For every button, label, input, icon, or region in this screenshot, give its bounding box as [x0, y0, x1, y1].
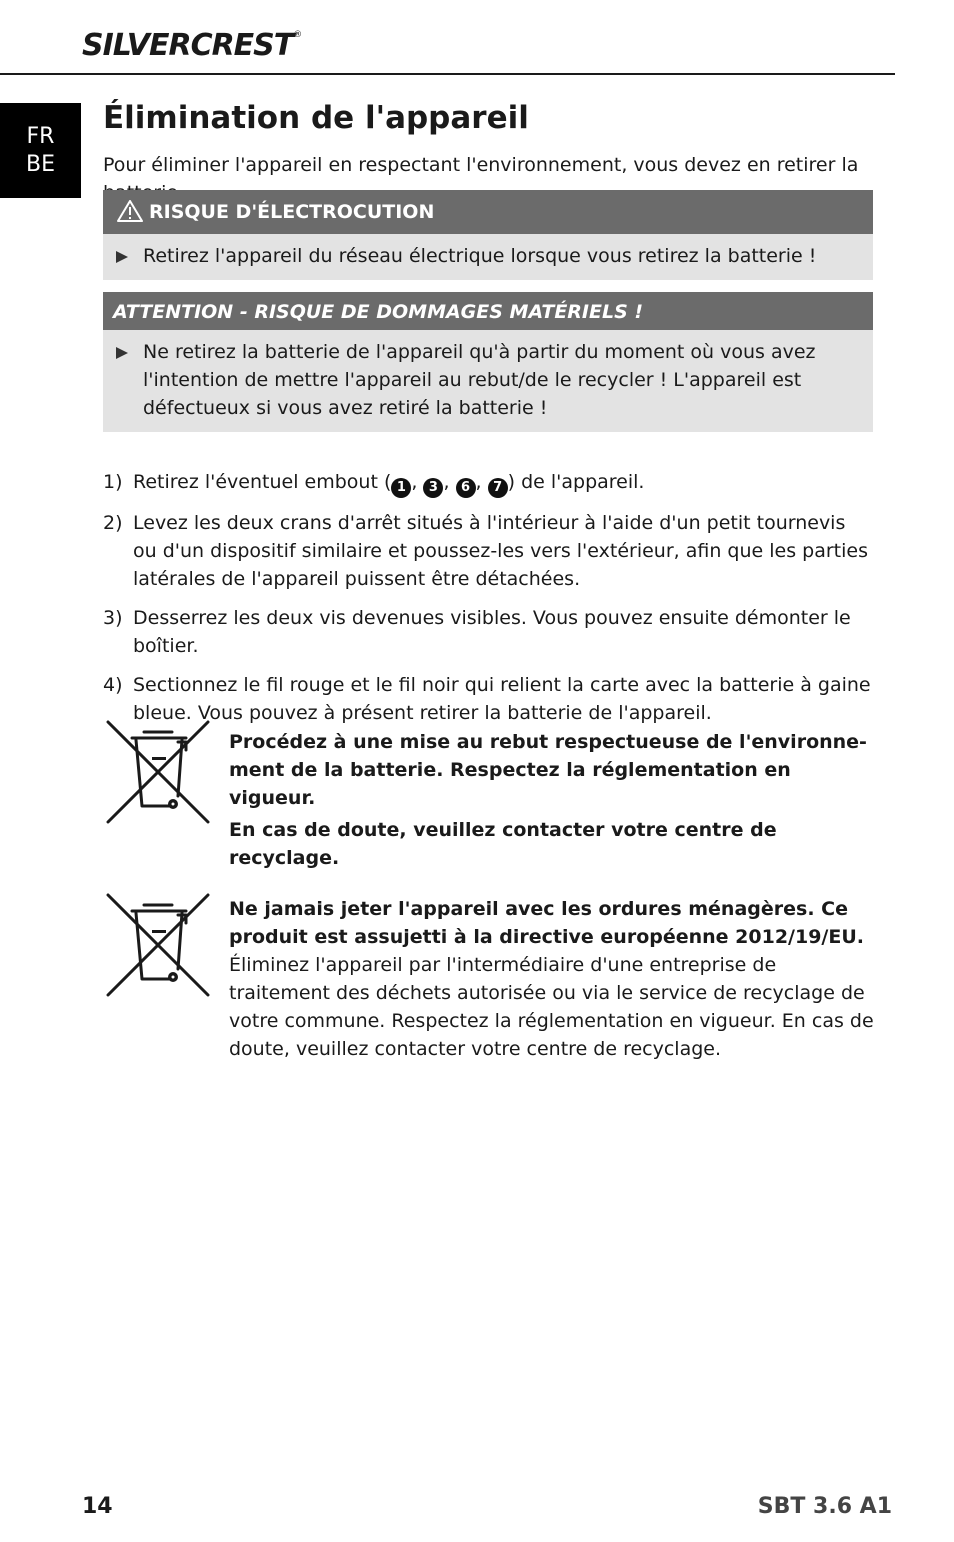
model-number: SBT 3.6 A1: [757, 1494, 892, 1519]
ref-badge: 7: [488, 478, 508, 498]
page-title: Élimination de l'appareil: [103, 100, 529, 136]
lang-fr: FR: [26, 124, 55, 149]
warning-damage-box: [103, 292, 873, 432]
warning-triangle-icon: [117, 194, 143, 238]
warning-electrocution-header: [103, 190, 873, 234]
warning-electrocution-title: RISQUE D'ÉLECTROCUTION: [149, 201, 435, 223]
ref-badge: 1: [391, 478, 411, 498]
step-3: 3) Desserrez les deux vis devenues visibles. Vous pouvez ensuite démonter le boîtier.: [103, 607, 851, 657]
bullet-arrow-icon: [116, 251, 128, 263]
header-rule: [0, 73, 895, 75]
page-number: 14: [82, 1494, 113, 1519]
language-tab: [0, 103, 81, 198]
warning-damage-header: ATTENTION - RISQUE DE DOMMAGES MATÉRIELS !: [103, 292, 873, 330]
warning-damage-item: [103, 330, 873, 432]
step-4: 4) Sectionnez le fil rouge et le fil noir qui relient la carte avec la batterie à gaine bleue. Vous pouvez à présent retirer la batterie de l'appareil.: [103, 674, 871, 724]
disposal-device-text: Ne jamais jeter l'appareil avec les ordures ménagères. Ce produit est assujetti à la directive européenne 2012/19/EU. Éliminez l'appareil par l'intermédiaire d'une entreprise de traitement des déchets autorisée ou via le service de recyclage de votre commune. Respectez la réglementation en vigueur. En cas de doute, veuillez contacter votre centre de recyclage.: [229, 898, 874, 1060]
warning-damage-text: Ne retirez la batterie de l'appareil qu'à partir du moment où vous avez l'intention de mettre l'appareil au rebut/de le recycler ! L'appareil est défectueux si vous avez retiré la batterie !: [143, 341, 816, 419]
disposal-battery-text: Procédez à une mise au rebut respectueuse de l'environne-ment de la batterie. Respectez la réglementation en vigueur. En cas de doute, veuillez contacter votre centre de recyclage.: [229, 731, 867, 869]
warning-electrocution-text: Retirez l'appareil du réseau électrique lorsque vous retirez la batterie !: [143, 245, 817, 267]
crossed-bin-icon: [106, 720, 210, 824]
lang-be: BE: [26, 152, 55, 177]
ref-badge: 3: [423, 478, 443, 498]
intro-text: Pour éliminer l'appareil en respectant l'environnement, vous devez en retirer la: [103, 154, 859, 176]
step-2: 2) Levez les deux crans d'arrêt situés à l'intérieur à l'aide d'un petit tournevis ou d'un dispositif similaire et poussez-les vers l'extérieur, afin que les parties latérales de l'appareil puissent être détachées.: [103, 512, 868, 590]
brand-name: SILVERCREST: [82, 28, 294, 63]
warning-electrocution-item: [103, 234, 873, 280]
crossed-bin-icon: [106, 893, 210, 997]
brand-registered-mark: ®: [293, 30, 303, 40]
warning-electrocution-box: [103, 190, 873, 280]
ref-badge: 6: [456, 478, 476, 498]
steps-list: [103, 468, 873, 738]
brand-logo: [82, 24, 302, 68]
step-1: 1) Retirez l'éventuel embout ( 1 , 3 , 6 , 7 ) de l'appareil.: [103, 468, 873, 498]
bullet-arrow-icon: [116, 347, 128, 359]
